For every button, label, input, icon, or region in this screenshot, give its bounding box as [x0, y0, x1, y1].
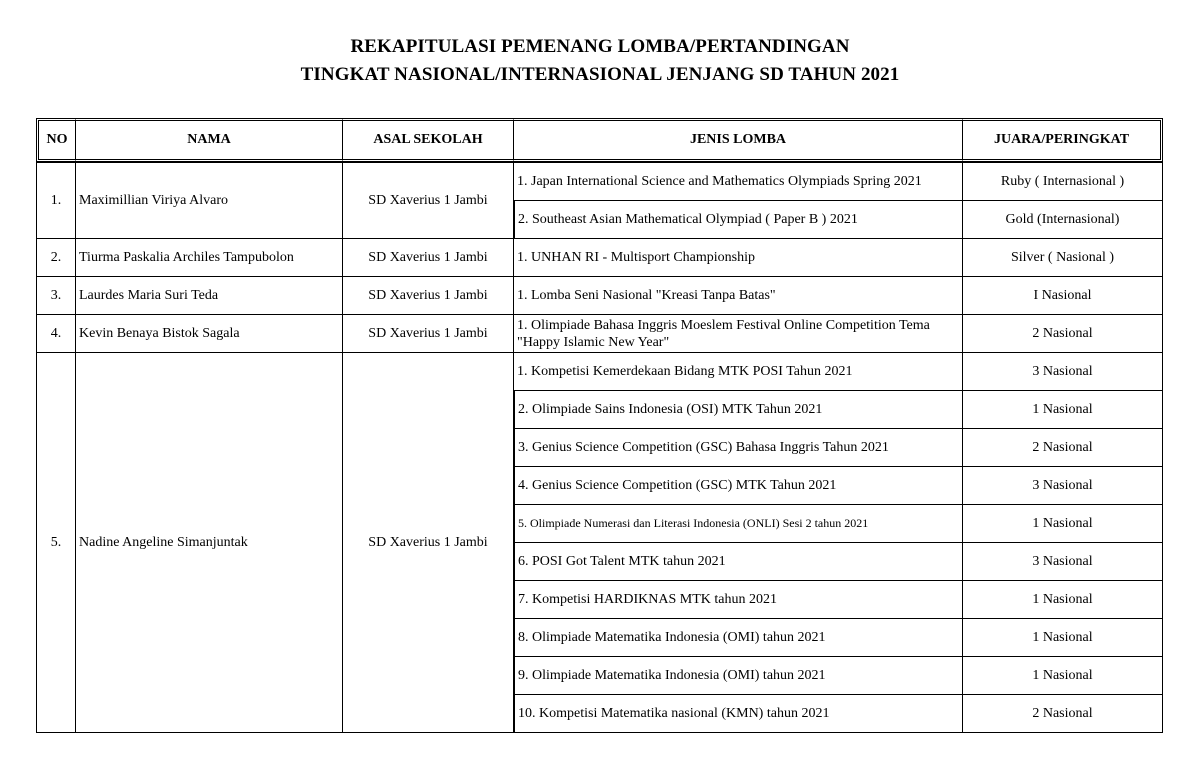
- document-title-line1: REKAPITULASI PEMENANG LOMBA/PERTANDINGAN: [350, 36, 850, 57]
- cell-jenis-lomba: 9. Olimpiade Matematika Indonesia (OMI) tahun 2021: [514, 657, 963, 695]
- cell-sekolah: SD Xaverius 1 Jambi: [343, 315, 514, 353]
- cell-juara: 3 Nasional: [963, 353, 1163, 391]
- header-nama: NAMA: [76, 118, 343, 162]
- cell-no: 1.: [36, 162, 76, 239]
- cell-sekolah: SD Xaverius 1 Jambi: [343, 162, 514, 239]
- cell-jenis-lomba: 4. Genius Science Competition (GSC) MTK Tahun 2021: [514, 467, 963, 505]
- cell-juara: 1 Nasional: [963, 581, 1163, 619]
- winners-table: [36, 118, 1163, 733]
- cell-jenis-lomba: 3. Genius Science Competition (GSC) Bahasa Inggris Tahun 2021: [514, 429, 963, 467]
- cell-jenis-lomba: 1. Olimpiade Bahasa Inggris Moeslem Festival Online Competition Tema "Happy Islamic New Year": [514, 315, 963, 353]
- cell-nama: Nadine Angeline Simanjuntak: [76, 353, 343, 733]
- cell-juara: 1 Nasional: [963, 505, 1163, 543]
- table-row: [36, 162, 1163, 201]
- cell-juara: Silver ( Nasional ): [963, 239, 1163, 277]
- table-row: [36, 315, 1163, 353]
- cell-juara: 1 Nasional: [963, 391, 1163, 429]
- table-row: [36, 239, 1163, 277]
- cell-jenis-lomba: 1. Japan International Science and Mathematics Olympiads Spring 2021: [514, 162, 963, 201]
- cell-jenis-lomba: 2. Southeast Asian Mathematical Olympiad ( Paper B ) 2021: [514, 201, 963, 239]
- cell-jenis-lomba: 2. Olimpiade Sains Indonesia (OSI) MTK Tahun 2021: [514, 391, 963, 429]
- cell-juara: 3 Nasional: [963, 467, 1163, 505]
- cell-jenis-lomba: 6. POSI Got Talent MTK tahun 2021: [514, 543, 963, 581]
- cell-jenis-lomba: 5. Olimpiade Numerasi dan Literasi Indonesia (ONLI) Sesi 2 tahun 2021: [514, 505, 963, 543]
- cell-juara: 2 Nasional: [963, 315, 1163, 353]
- cell-no: 4.: [36, 315, 76, 353]
- cell-jenis-lomba: 1. UNHAN RI - Multisport Championship: [514, 239, 963, 277]
- cell-jenis-lomba: 10. Kompetisi Matematika nasional (KMN) tahun 2021: [514, 695, 963, 733]
- document-title-line2: TINGKAT NASIONAL/INTERNASIONAL JENJANG SD TAHUN 2021: [300, 64, 900, 85]
- cell-sekolah: SD Xaverius 1 Jambi: [343, 277, 514, 315]
- cell-juara: 3 Nasional: [963, 543, 1163, 581]
- header-asal-sekolah: ASAL SEKOLAH: [343, 118, 514, 162]
- cell-no: 2.: [36, 239, 76, 277]
- header-jenis-lomba: JENIS LOMBA: [514, 118, 963, 162]
- table-header-row: [36, 118, 1163, 162]
- cell-nama: Maximillian Viriya Alvaro: [76, 162, 343, 239]
- header-no: NO: [36, 118, 76, 162]
- cell-juara: 1 Nasional: [963, 619, 1163, 657]
- cell-juara: Ruby ( Internasional ): [963, 162, 1163, 201]
- cell-sekolah: SD Xaverius 1 Jambi: [343, 353, 514, 733]
- cell-nama: Tiurma Paskalia Archiles Tampubolon: [76, 239, 343, 277]
- cell-juara: Gold (Internasional): [963, 201, 1163, 239]
- cell-jenis-lomba: 7. Kompetisi HARDIKNAS MTK tahun 2021: [514, 581, 963, 619]
- cell-juara: 2 Nasional: [963, 695, 1163, 733]
- table-row: [36, 353, 1163, 391]
- cell-sekolah: SD Xaverius 1 Jambi: [343, 239, 514, 277]
- table-row: [36, 277, 1163, 315]
- cell-juara: 2 Nasional: [963, 429, 1163, 467]
- cell-no: 3.: [36, 277, 76, 315]
- cell-jenis-lomba: 1. Lomba Seni Nasional "Kreasi Tanpa Batas": [514, 277, 963, 315]
- cell-jenis-lomba: 8. Olimpiade Matematika Indonesia (OMI) tahun 2021: [514, 619, 963, 657]
- header-juara: JUARA/PERINGKAT: [963, 118, 1163, 162]
- cell-juara: I Nasional: [963, 277, 1163, 315]
- cell-no: 5.: [36, 353, 76, 733]
- cell-jenis-lomba: 1. Kompetisi Kemerdekaan Bidang MTK POSI Tahun 2021: [514, 353, 963, 391]
- cell-nama: Kevin Benaya Bistok Sagala: [76, 315, 343, 353]
- cell-juara: 1 Nasional: [963, 657, 1163, 695]
- cell-nama: Laurdes Maria Suri Teda: [76, 277, 343, 315]
